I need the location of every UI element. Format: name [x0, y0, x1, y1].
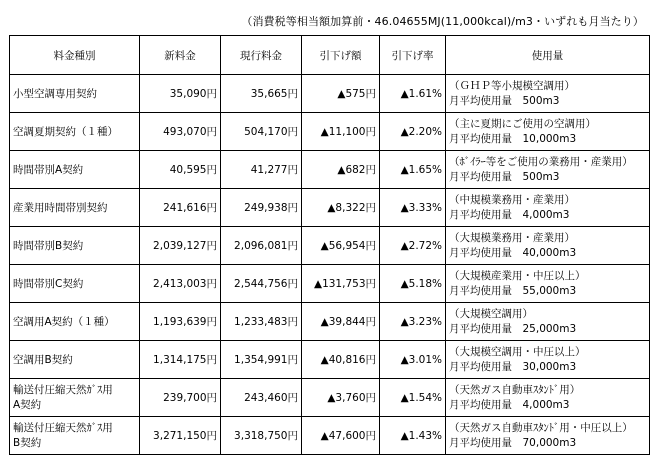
plan-name-line1: 輸送付圧縮天然ｶﾞｽ用 [13, 421, 113, 434]
usage-amount: 月平均使用量 10,000m3 [449, 132, 577, 145]
new-rate: 1,314,175円 [140, 341, 221, 379]
usage [446, 75, 650, 113]
usage-description: （大規模空調用） [449, 307, 533, 320]
reduction-amount: ▲39,844円 [302, 303, 380, 341]
new-rate: 3,271,150円 [140, 417, 221, 455]
table-row [10, 379, 650, 417]
header-usage: 使用量 [446, 36, 650, 75]
new-rate: 40,595円 [140, 151, 221, 189]
table-row [10, 113, 650, 151]
new-rate: 1,193,639円 [140, 303, 221, 341]
header-current-rate: 現行料金 [221, 36, 302, 75]
usage [446, 189, 650, 227]
reduction-rate: ▲1.43% [380, 417, 446, 455]
reduction-rate: ▲3.33% [380, 189, 446, 227]
plan-name: 時間帯別A契約 [10, 151, 140, 189]
usage [446, 265, 650, 303]
usage-amount: 月平均使用量 30,000m3 [449, 360, 577, 373]
usage-description: （大規模空調用・中圧以上） [449, 345, 586, 358]
usage-description: （中規模業務用・産業用） [449, 193, 575, 206]
usage [446, 227, 650, 265]
reduction-amount: ▲47,600円 [302, 417, 380, 455]
new-rate: 493,070円 [140, 113, 221, 151]
rate-table [9, 35, 650, 455]
plan-name-line2: A契約 [13, 398, 42, 411]
plan-name: 時間帯別C契約 [10, 265, 140, 303]
new-rate: 35,090円 [140, 75, 221, 113]
usage-description: （ﾎﾞｲﾗｰ等をご使用の業務用・産業用） [449, 155, 633, 168]
new-rate: 2,413,003円 [140, 265, 221, 303]
current-rate: 2,544,756円 [221, 265, 302, 303]
usage-amount: 月平均使用量 55,000m3 [449, 284, 577, 297]
usage-amount: 月平均使用量 4,000m3 [449, 398, 570, 411]
plan-name: 産業用時間帯別契約 [10, 189, 140, 227]
plan-name [10, 417, 140, 455]
table-row [10, 75, 650, 113]
reduction-amount: ▲56,954円 [302, 227, 380, 265]
current-rate: 2,096,081円 [221, 227, 302, 265]
usage-description: （大規模産業用・中圧以上） [449, 269, 586, 282]
current-rate: 41,277円 [221, 151, 302, 189]
usage-description: （大規模業務用・産業用） [449, 231, 575, 244]
plan-name [10, 379, 140, 417]
reduction-rate: ▲1.61% [380, 75, 446, 113]
plan-name: 空調用B契約 [10, 341, 140, 379]
table-row [10, 341, 650, 379]
usage-description: （天然ガス自動車ｽﾀﾝﾄﾞ用・中圧以上） [449, 421, 633, 434]
reduction-amount: ▲3,760円 [302, 379, 380, 417]
usage [446, 379, 650, 417]
current-rate: 35,665円 [221, 75, 302, 113]
table-note: （消費税等相当額加算前・46.04655MJ(11,000kcal)/m3・いずれも月当たり） [241, 15, 644, 28]
current-rate: 1,233,483円 [221, 303, 302, 341]
table-row [10, 151, 650, 189]
new-rate: 239,700円 [140, 379, 221, 417]
reduction-amount: ▲575円 [302, 75, 380, 113]
table-row [10, 265, 650, 303]
new-rate: 241,616円 [140, 189, 221, 227]
plan-name-line2: B契約 [13, 436, 42, 449]
header-reduction: 引下げ額 [302, 36, 380, 75]
usage-amount: 月平均使用量 500m3 [449, 170, 560, 183]
reduction-rate: ▲5.18% [380, 265, 446, 303]
current-rate: 243,460円 [221, 379, 302, 417]
usage-amount: 月平均使用量 25,000m3 [449, 322, 577, 335]
reduction-amount: ▲40,816円 [302, 341, 380, 379]
current-rate: 249,938円 [221, 189, 302, 227]
usage [446, 151, 650, 189]
usage-description: （天然ガス自動車ｽﾀﾝﾄﾞ用） [449, 383, 581, 396]
table-row [10, 417, 650, 455]
current-rate: 3,318,750円 [221, 417, 302, 455]
table-row [10, 189, 650, 227]
new-rate: 2,039,127円 [140, 227, 221, 265]
usage-amount: 月平均使用量 4,000m3 [449, 208, 570, 221]
reduction-rate: ▲1.54% [380, 379, 446, 417]
reduction-rate: ▲1.65% [380, 151, 446, 189]
current-rate: 1,354,991円 [221, 341, 302, 379]
reduction-amount: ▲131,753円 [302, 265, 380, 303]
header-row [10, 36, 650, 75]
reduction-rate: ▲2.20% [380, 113, 446, 151]
plan-name: 空調夏期契約（１種） [10, 113, 140, 151]
usage-description: （ＧＨＰ等小規模空調用） [449, 79, 575, 92]
header-new-rate: 新料金 [140, 36, 221, 75]
usage-amount: 月平均使用量 40,000m3 [449, 246, 577, 259]
header-reduction-rate: 引下げ率 [380, 36, 446, 75]
reduction-rate: ▲3.01% [380, 341, 446, 379]
usage [446, 341, 650, 379]
usage [446, 417, 650, 455]
usage [446, 303, 650, 341]
plan-name: 空調用A契約（１種） [10, 303, 140, 341]
header-plan: 料金種別 [10, 36, 140, 75]
table-row [10, 227, 650, 265]
reduction-amount: ▲11,100円 [302, 113, 380, 151]
table-row [10, 303, 650, 341]
reduction-amount: ▲682円 [302, 151, 380, 189]
reduction-amount: ▲8,322円 [302, 189, 380, 227]
current-rate: 504,170円 [221, 113, 302, 151]
plan-name: 時間帯別B契約 [10, 227, 140, 265]
reduction-rate: ▲2.72% [380, 227, 446, 265]
usage [446, 113, 650, 151]
reduction-rate: ▲3.23% [380, 303, 446, 341]
usage-amount: 月平均使用量 70,000m3 [449, 436, 577, 449]
usage-amount: 月平均使用量 500m3 [449, 94, 560, 107]
plan-name-line1: 輸送付圧縮天然ｶﾞｽ用 [13, 383, 113, 396]
plan-name: 小型空調専用契約 [10, 75, 140, 113]
usage-description: （主に夏期にご使用の空調用） [449, 117, 596, 130]
